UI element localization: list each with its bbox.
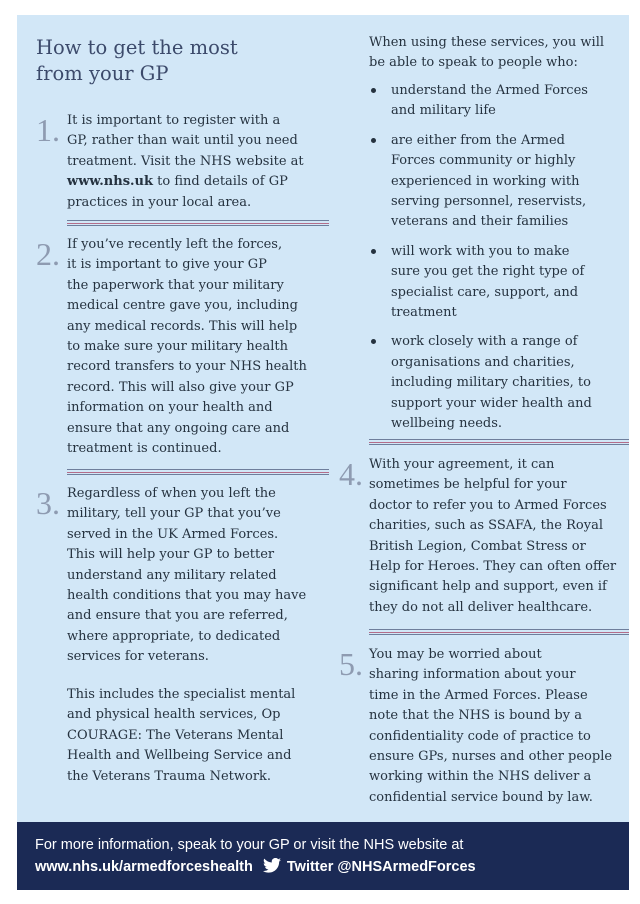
footer-links-row bbox=[35, 856, 629, 878]
armed-forces-health-link[interactable]: www.nhs.uk/armedforceshealth bbox=[35, 859, 253, 875]
section-5-text bbox=[369, 645, 612, 808]
bullet-line: experienced in working with bbox=[391, 173, 580, 189]
section-2-line: If you’ve recently left the forces, bbox=[67, 237, 283, 252]
section-3-line: and ensure that you are referred, bbox=[67, 608, 288, 624]
section-3-p2-line: This includes the specialist mental bbox=[67, 687, 296, 702]
bullet-line: will work with you to make bbox=[391, 243, 570, 259]
section-3-line: understand any military related bbox=[67, 567, 277, 583]
section-3-line: Regardless of when you left the bbox=[67, 486, 276, 501]
section-3-paragraph-2 bbox=[67, 685, 295, 787]
section-3-p2-line: and physical health services, Op bbox=[67, 707, 281, 723]
bullet-line: support your wider health and bbox=[391, 395, 592, 411]
section-divider bbox=[67, 469, 329, 475]
section-5-number: 5. bbox=[339, 646, 363, 682]
section-3-number: 3. bbox=[36, 485, 60, 521]
section-5-line: sharing information about your bbox=[369, 667, 576, 683]
section-2-line: medical centre gave you, including bbox=[67, 298, 298, 314]
section-5-line: confidentiality code of practice to bbox=[369, 728, 591, 744]
bullet-item bbox=[369, 81, 629, 122]
section-5-line: working within the NHS deliver a bbox=[369, 769, 592, 785]
section-1-line: treatment. Visit the NHS website at bbox=[67, 153, 304, 169]
bullet-dot-icon bbox=[371, 339, 376, 344]
section-1-line bbox=[67, 172, 304, 192]
section-1-line: It is important to register with a bbox=[67, 113, 281, 128]
section-2-line: information on your health and bbox=[67, 400, 273, 416]
bullet-item bbox=[369, 242, 629, 324]
section-2-line: treatment is continued. bbox=[67, 441, 222, 457]
bullet-line: veterans and their families bbox=[391, 214, 569, 230]
services-intro bbox=[369, 33, 604, 74]
footer-info-text: For more information, speak to your GP or visit the NHS website at bbox=[35, 837, 464, 853]
section-4-number: 4. bbox=[339, 456, 363, 492]
bullet-line: Forces community or highly bbox=[391, 153, 576, 169]
section-4-line: charities, such as SSAFA, the Royal bbox=[369, 518, 603, 534]
section-4-line: sometimes be helpful for your bbox=[369, 477, 567, 493]
section-3-p2-line: the Veterans Trauma Network. bbox=[67, 768, 272, 784]
page-title bbox=[36, 35, 238, 87]
services-intro-line: be able to speak to people who: bbox=[369, 55, 578, 71]
twitter-bird-icon bbox=[263, 858, 281, 873]
section-1-line: practices in your local area. bbox=[67, 194, 252, 210]
section-3-p2-line: COURAGE: The Veterans Mental bbox=[67, 727, 284, 743]
bullet-dot-icon bbox=[371, 249, 376, 254]
section-1-text bbox=[67, 111, 304, 213]
bullet-line: understand the Armed Forces bbox=[391, 83, 588, 98]
section-2-number: 2. bbox=[36, 236, 60, 272]
bullet-line: sure you get the right type of bbox=[391, 264, 585, 280]
bullet-item bbox=[369, 131, 629, 233]
bullet-line: including military charities, to bbox=[391, 375, 591, 391]
bullet-dot-icon bbox=[371, 138, 376, 143]
section-2-line: to make sure your military health bbox=[67, 339, 288, 355]
title-line-1: How to get the most bbox=[36, 36, 238, 59]
bullet-line: work closely with a range of bbox=[391, 334, 578, 350]
section-2-line: any medical records. This will help bbox=[67, 318, 298, 334]
title-line-2: from your GP bbox=[36, 62, 169, 85]
twitter-handle-link[interactable]: Twitter @NHSArmedForces bbox=[286, 859, 476, 875]
section-2-line: it is important to give your GP bbox=[67, 257, 267, 273]
bullet-line: specialist care, support, and bbox=[391, 284, 579, 300]
section-4-line: Help for Heroes. They can often offer bbox=[369, 559, 617, 575]
section-5-line: ensure GPs, nurses and other people bbox=[369, 749, 613, 765]
services-intro-line: When using these services, you will bbox=[369, 35, 605, 50]
section-4-line: they do not all deliver healthcare. bbox=[369, 599, 593, 615]
section-4-line: British Legion, Combat Stress or bbox=[369, 538, 586, 554]
section-2-text bbox=[67, 235, 307, 459]
section-5-line: confidential service bound by law. bbox=[369, 789, 593, 805]
section-4-line: doctor to refer you to Armed Forces bbox=[369, 497, 607, 513]
section-5-line: time in the Armed Forces. Please bbox=[369, 687, 588, 703]
bullet-item bbox=[369, 332, 629, 434]
section-3-line: services for veterans. bbox=[67, 649, 209, 665]
bullet-dot-icon bbox=[371, 88, 376, 93]
section-2-line: ensure that any ongoing care and bbox=[67, 420, 290, 436]
bullet-line: serving personnel, reservists, bbox=[391, 194, 587, 210]
section-4-text bbox=[369, 455, 616, 618]
bullet-line: and military life bbox=[391, 103, 496, 119]
bullet-line: wellbeing needs. bbox=[391, 416, 503, 432]
bullet-line: organisations and charities, bbox=[391, 354, 575, 370]
footer-banner bbox=[17, 822, 629, 890]
section-5-line: You may be worried about bbox=[369, 647, 542, 662]
section-3-text bbox=[67, 484, 306, 668]
section-3-line: where appropriate, to dedicated bbox=[67, 628, 281, 644]
services-bullet-list bbox=[369, 81, 629, 444]
section-3-line: military, tell your GP that you’ve bbox=[67, 506, 281, 522]
section-3-line: This will help your GP to better bbox=[67, 547, 275, 563]
nhs-website-link[interactable]: www.nhs.uk bbox=[67, 174, 153, 190]
section-5-line: note that the NHS is bound by a bbox=[369, 708, 582, 724]
section-divider bbox=[369, 629, 629, 635]
bullet-line: treatment bbox=[391, 305, 457, 321]
section-3-line: health conditions that you may have bbox=[67, 588, 307, 604]
section-divider bbox=[67, 220, 329, 226]
section-2-line: record transfers to your NHS health bbox=[67, 359, 307, 375]
section-2-line: the paperwork that your military bbox=[67, 277, 284, 293]
bullet-line: are either from the Armed bbox=[391, 132, 565, 148]
section-4-line: significant help and support, even if bbox=[369, 579, 607, 595]
section-1-number: 1. bbox=[36, 112, 60, 148]
section-divider bbox=[369, 439, 629, 445]
section-3-p2-line: Health and Wellbeing Service and bbox=[67, 748, 292, 764]
section-3-line: served in the UK Armed Forces. bbox=[67, 526, 279, 542]
section-4-line: With your agreement, it can bbox=[369, 457, 555, 472]
leaflet-page bbox=[17, 15, 629, 890]
section-2-line: record. This will also give your GP bbox=[67, 379, 294, 395]
section-1-line-rest: to find details of GP bbox=[153, 174, 288, 190]
section-1-line: GP, rather than wait until you need bbox=[67, 133, 298, 149]
